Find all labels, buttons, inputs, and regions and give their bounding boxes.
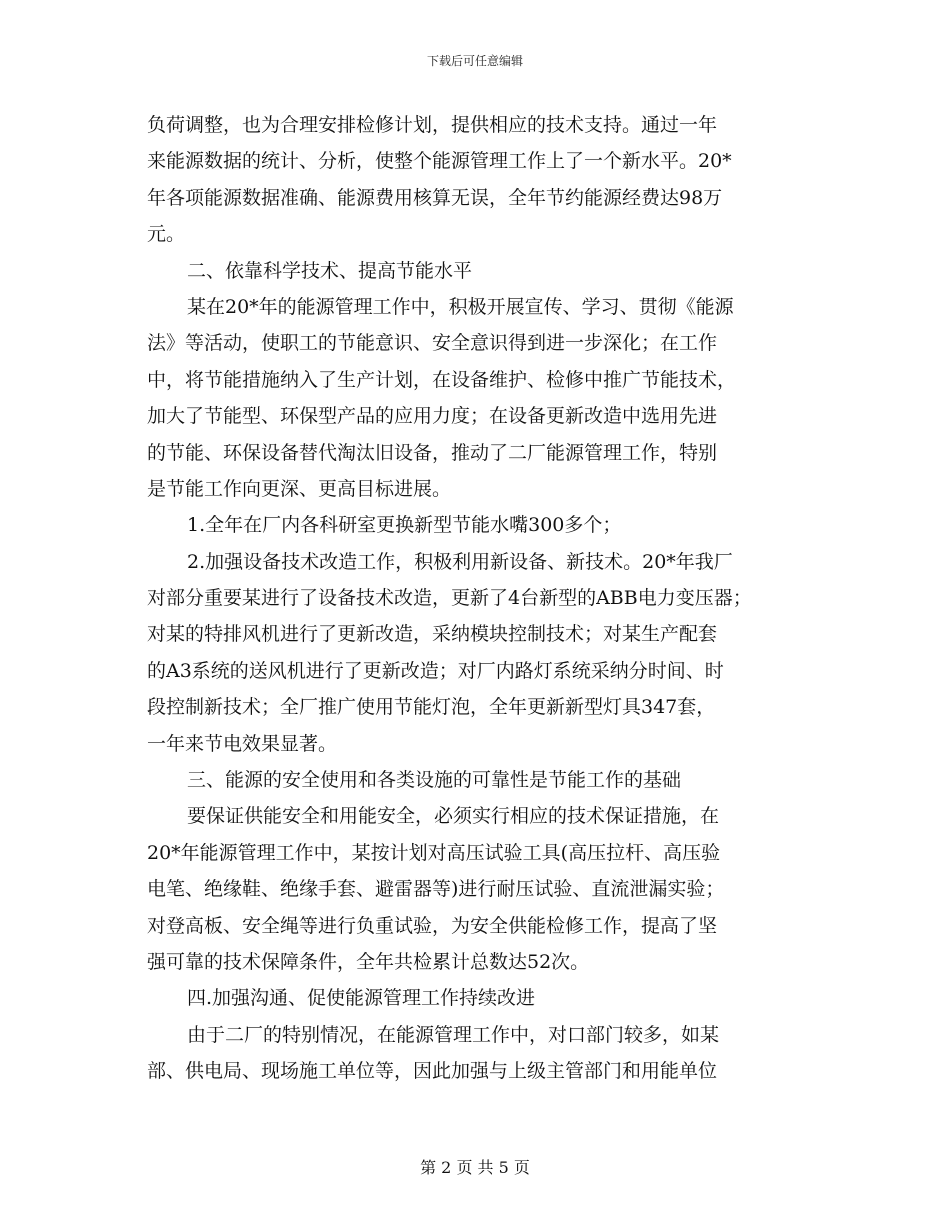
text-line: 四.加强沟通、促使能源管理工作持续改进 [187, 987, 536, 1010]
text-line: 的A3系统的送风机进行了更新改造；对厂内路灯系统采纳分时间、时 [147, 659, 724, 682]
text-line: 二、依靠科学技术、提高节能水平 [187, 259, 473, 282]
text-line: 1.全年在厂内各科研室更换新型节能水嘴300多个； [187, 514, 622, 537]
text-line: 部、供电局、现场施工单位等，因此加强与上级主管部门和用能单位 [147, 1060, 718, 1083]
text-line: 元。 [147, 223, 186, 246]
text-line: 电笔、绝缘鞋、绝缘手套、避雷器等)进行耐压试验、直流泄漏实验； [147, 878, 725, 901]
text-line: 2.加强设备技术改造工作，积极利用新设备、新技术。20*年我厂 [187, 550, 733, 573]
text-line: 20*年能源管理工作中，某按计划对高压试验工具(高压拉杆、高压验 [147, 841, 721, 864]
text-line: 中，将节能措施纳入了生产计划，在设备维护、检修中推广节能技术， [147, 368, 737, 391]
text-line: 由于二厂的特别情况，在能源管理工作中，对口部门较多，如某 [187, 1023, 720, 1046]
document-body [147, 107, 807, 1090]
page-header: 下载后可任意编辑 [426, 54, 523, 68]
text-line: 法》等活动，使职工的节能意识、安全意识得到进一步深化；在工作 [147, 332, 718, 355]
text-line: 对部分重要某进行了设备技术改造，更新了4台新型的ABB电力变压器； [147, 587, 752, 610]
text-line: 是节能工作向更深、更高目标进展。 [147, 477, 452, 500]
text-line: 对某的特排风机进行了更新改造，采纳模块控制技术；对某生产配套 [147, 623, 718, 646]
text-line: 三、能源的安全使用和各类设施的可靠性是节能工作的基础 [187, 769, 682, 792]
text-line: 某在20*年的能源管理工作中，积极开展宣传、学习、贯彻《能源 [187, 295, 734, 318]
text-line: 年各项能源数据准确、能源费用核算无误，全年节约能源经费达98万 [147, 186, 723, 209]
text-line: 的节能、环保设备替代淘汰旧设备，推动了二厂能源管理工作，特别 [147, 441, 718, 464]
page-footer: 第 2 页 共 5 页 [420, 1158, 530, 1177]
text-line: 负荷调整，也为合理安排检修计划，提供相应的技术支持。通过一年 [147, 114, 718, 136]
text-line: 要保证供能安全和用能安全，必须实行相应的技术保证措施，在 [187, 805, 720, 828]
text-line: 强可靠的技术保障条件，全年共检累计总数达52次。 [147, 950, 590, 973]
text-line: 段控制新技术；全厂推广使用节能灯泡，全年更新新型灯具347套， [147, 696, 716, 719]
text-line: 一年来节电效果显著。 [147, 732, 338, 755]
text-line: 对登高板、安全绳等进行负重试验，为安全供能检修工作，提高了坚 [147, 914, 718, 937]
text-line: 来能源数据的统计、分析，使整个能源管理工作上了一个新水平。20* [147, 150, 732, 173]
text-line: 加大了节能型、环保型产品的应用力度；在设备更新改造中选用先进 [147, 405, 718, 428]
